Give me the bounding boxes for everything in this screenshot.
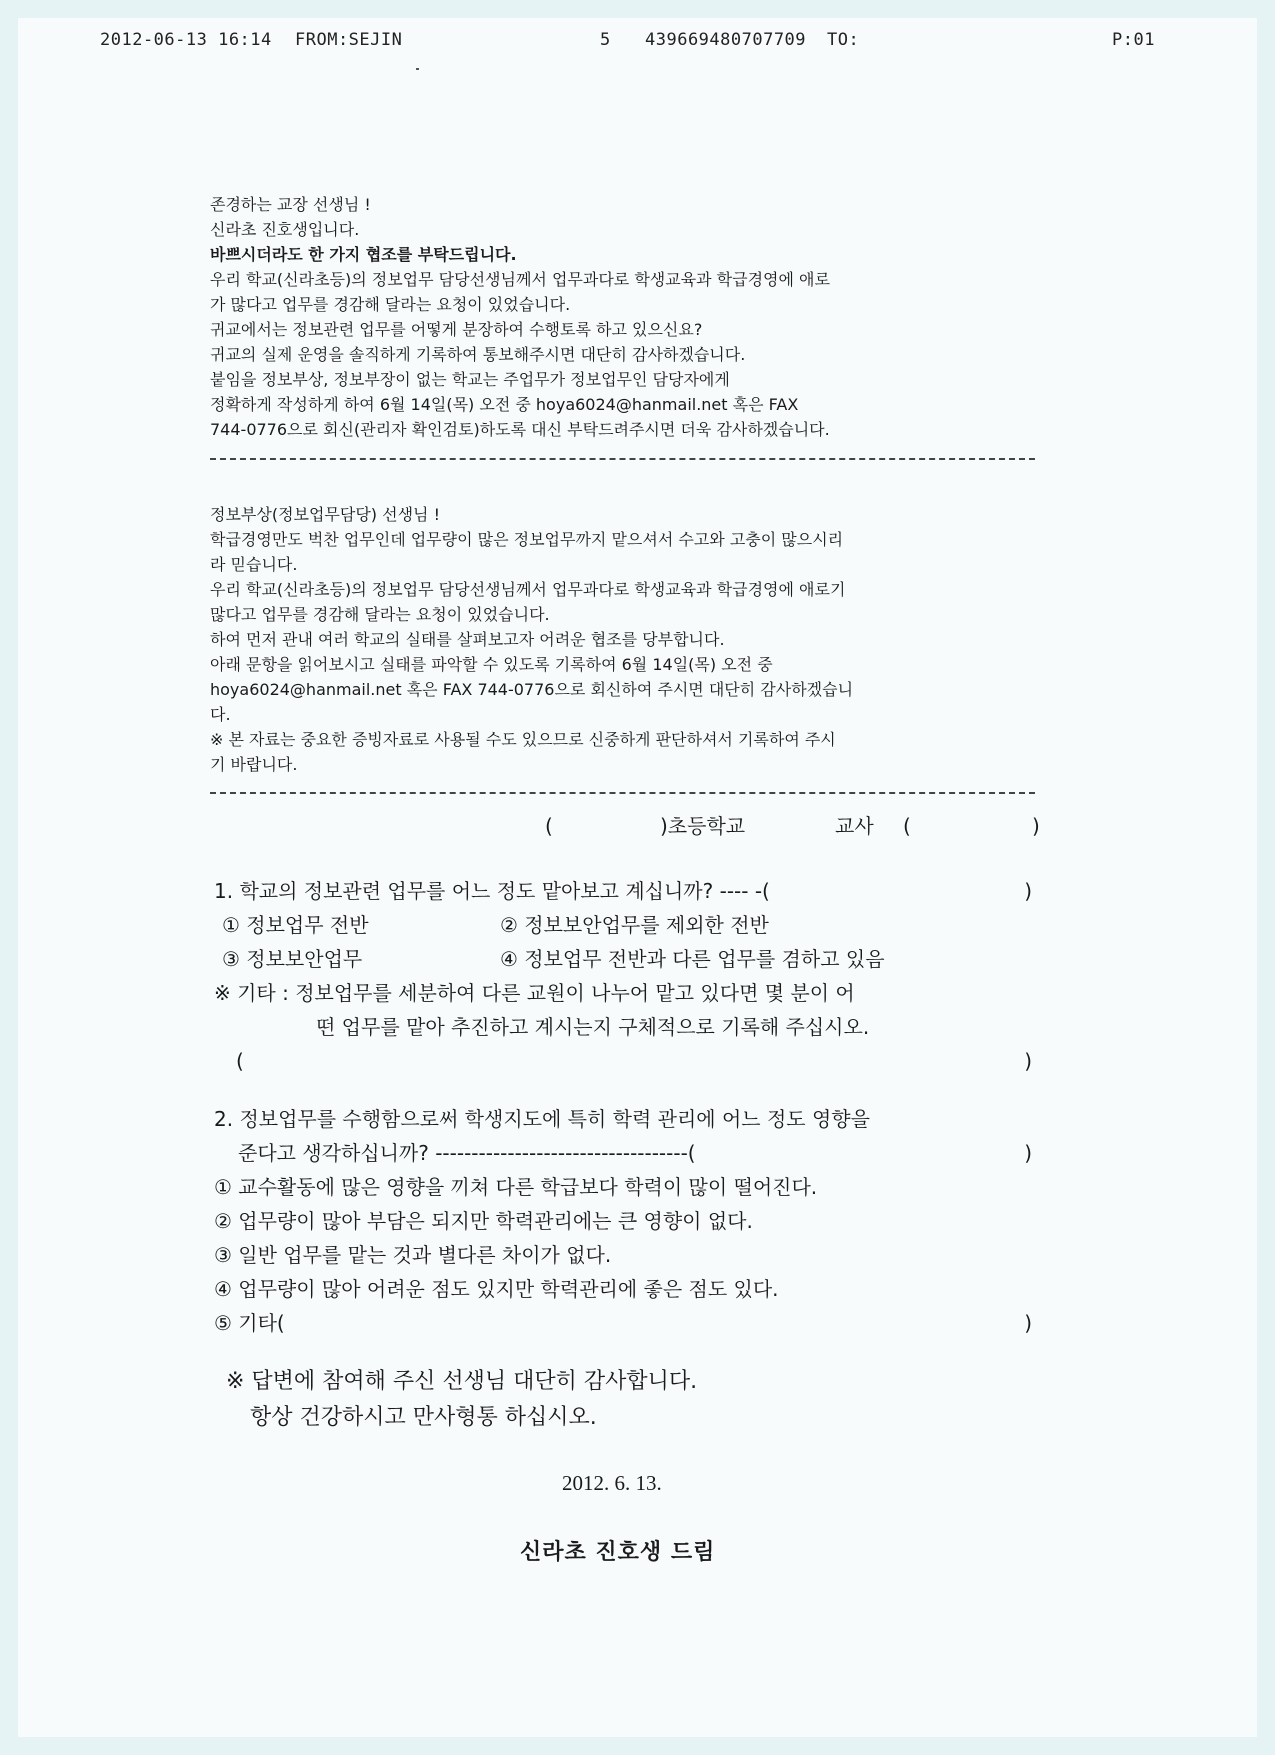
q1-option-2: ② 정보보안업무를 제외한 전반: [500, 913, 769, 937]
letter-line: 하여 먼저 관내 여러 학교의 실태를 살펴보고자 어려운 협조를 당부합니다.: [210, 630, 725, 649]
letter-line: 존경하는 교장 선생님 !: [210, 195, 371, 214]
q2-prompt-line-1: 2. 정보업무를 수행함으로써 학생지도에 특히 학력 관리에 어느 정도 영향을: [214, 1107, 870, 1131]
fax-page-number: P:01: [1112, 30, 1155, 50]
letter-line: 정보부상(정보업무담당) 선생님 !: [210, 505, 440, 524]
q1-option-4: ④ 정보업무 전반과 다른 업무를 겸하고 있음: [500, 947, 885, 971]
q2-option-5-close: ): [1024, 1311, 1032, 1335]
letter-line: 귀교의 실제 운영을 솔직하게 기록하여 통보해주시면 대단히 감사하겠습니다.: [210, 345, 746, 364]
teacher-paren-open: (: [903, 814, 911, 838]
q1-option-1: ① 정보업무 전반: [222, 913, 369, 937]
q2-prompt-line-2: 준다고 생각하십니까? -----------------------------------(: [238, 1141, 696, 1165]
q2-option-4: ④ 업무량이 많아 어려운 점도 있지만 학력관리에 좋은 점도 있다.: [214, 1277, 779, 1301]
letter-line: hoya6024@hanmail.net 혹은 FAX 744-0776으로 회신하여 주시면 대단히 감사하겠습니: [210, 680, 854, 699]
letter-line: 정확하게 작성하게 하여 6월 14일(목) 오전 중 hoya6024@hanmail.net 혹은 FAX: [210, 395, 799, 414]
fax-number: 439669480707709: [645, 30, 807, 50]
q2-option-5: ⑤ 기타(: [214, 1311, 285, 1335]
school-paren-open: (: [545, 814, 553, 838]
teacher-label: 교사: [835, 814, 874, 838]
letter-line: 다.: [210, 705, 231, 724]
letter-to-principal: [210, 192, 1040, 442]
letter-line: 우리 학교(신라초등)의 정보업무 담당선생님께서 업무과다로 학생교육과 학급경영에 애로기: [210, 580, 846, 599]
letter-line: 아래 문항을 읽어보시고 실태를 파악할 수 있도록 기록하여 6월 14일(목) 오전 중: [210, 655, 773, 674]
letter-line: 기 바랍니다.: [210, 755, 298, 774]
teacher-paren-close: ): [1032, 814, 1040, 838]
letter-line: 가 많다고 업무를 경감해 달라는 요청이 있었습니다.: [210, 295, 571, 314]
dashed-divider: [210, 792, 1035, 794]
letter-line: 우리 학교(신라초등)의 정보업무 담당선생님께서 업무과다로 학생교육과 학급경영에 애로: [210, 270, 830, 289]
q1-answer-paren-close: ): [1024, 1049, 1032, 1073]
q2-option-1: ① 교수활동에 많은 영향을 끼쳐 다른 학급보다 학력이 많이 떨어진다.: [214, 1175, 818, 1199]
fax-datetime: 2012-06-13 16:14: [100, 30, 272, 50]
letter-line: ※ 본 자료는 중요한 증빙자료로 사용될 수도 있으므로 신중하게 판단하셔서 기록하여 주시: [210, 730, 836, 749]
letter-to-teacher: [210, 502, 1040, 777]
letter-line: 붙임을 정보부상, 정보부장이 없는 학교는 주업무가 정보업무인 담당자에게: [210, 370, 730, 389]
fax-to: TO:: [827, 30, 860, 50]
q1-note-line-2: 떤 업무를 맡아 추진하고 계시는지 구체적으로 기록해 주십시오.: [316, 1015, 870, 1039]
q2-answer-close: ): [1024, 1141, 1032, 1165]
fax-page-marker: 5: [600, 30, 611, 50]
letter-line: 학급경영만도 벅찬 업무인데 업무량이 많은 정보업무까지 맡으셔서 수고와 고충이 많으시리: [210, 530, 844, 549]
q2-option-3: ③ 일반 업무를 맡는 것과 별다른 차이가 없다.: [214, 1243, 612, 1267]
question-1: [214, 874, 1044, 1078]
scan-speck: [416, 68, 419, 70]
question-2: [214, 1102, 1044, 1340]
q1-option-3: ③ 정보보안업무: [222, 947, 363, 971]
thanks-line-1: ※ 답변에 참여해 주신 선생님 대단히 감사합니다.: [226, 1369, 698, 1394]
letter-line: 많다고 업무를 경감해 달라는 요청이 있었습니다.: [210, 605, 550, 624]
school-suffix: )초등학교: [660, 814, 746, 838]
letter-line: 라 믿습니다.: [210, 555, 298, 574]
q1-prompt: 1. 학교의 정보관련 업무를 어느 정도 맡아보고 계십니까? ---- -(: [214, 879, 770, 903]
letter-line: 신라초 진호생입니다.: [210, 220, 360, 239]
thanks-line-2: 항상 건강하시고 만사형통 하십시오.: [250, 1405, 597, 1430]
signature: 신라초 진호생 드림: [520, 1540, 716, 1565]
fax-header: [0, 30, 1275, 54]
q1-answer-close: ): [1024, 879, 1032, 903]
letter-line: 744-0776으로 회신(관리자 확인검토)하도록 대신 부탁드려주시면 더욱 감사하겠습니다.: [210, 420, 830, 439]
letter-date: 2012. 6. 13.: [562, 1471, 662, 1495]
letter-line: 귀교에서는 정보관련 업무를 어떻게 분장하여 수행토록 하고 있으신요?: [210, 320, 703, 339]
q1-note-line-1: ※ 기타 : 정보업무를 세분하여 다른 교원이 나누어 맡고 있다면 몇 분이 어: [214, 981, 855, 1005]
q1-answer-paren-open: (: [236, 1049, 244, 1073]
closing-thanks: [226, 1364, 697, 1436]
letter-line: 바쁘시더라도 한 가지 협조를 부탁드립니다.: [210, 245, 517, 264]
fax-from: FROM:SEJIN: [295, 30, 403, 50]
dashed-divider: [210, 458, 1035, 460]
q2-option-2: ② 업무량이 많아 부담은 되지만 학력관리에는 큰 영향이 없다.: [214, 1209, 753, 1233]
